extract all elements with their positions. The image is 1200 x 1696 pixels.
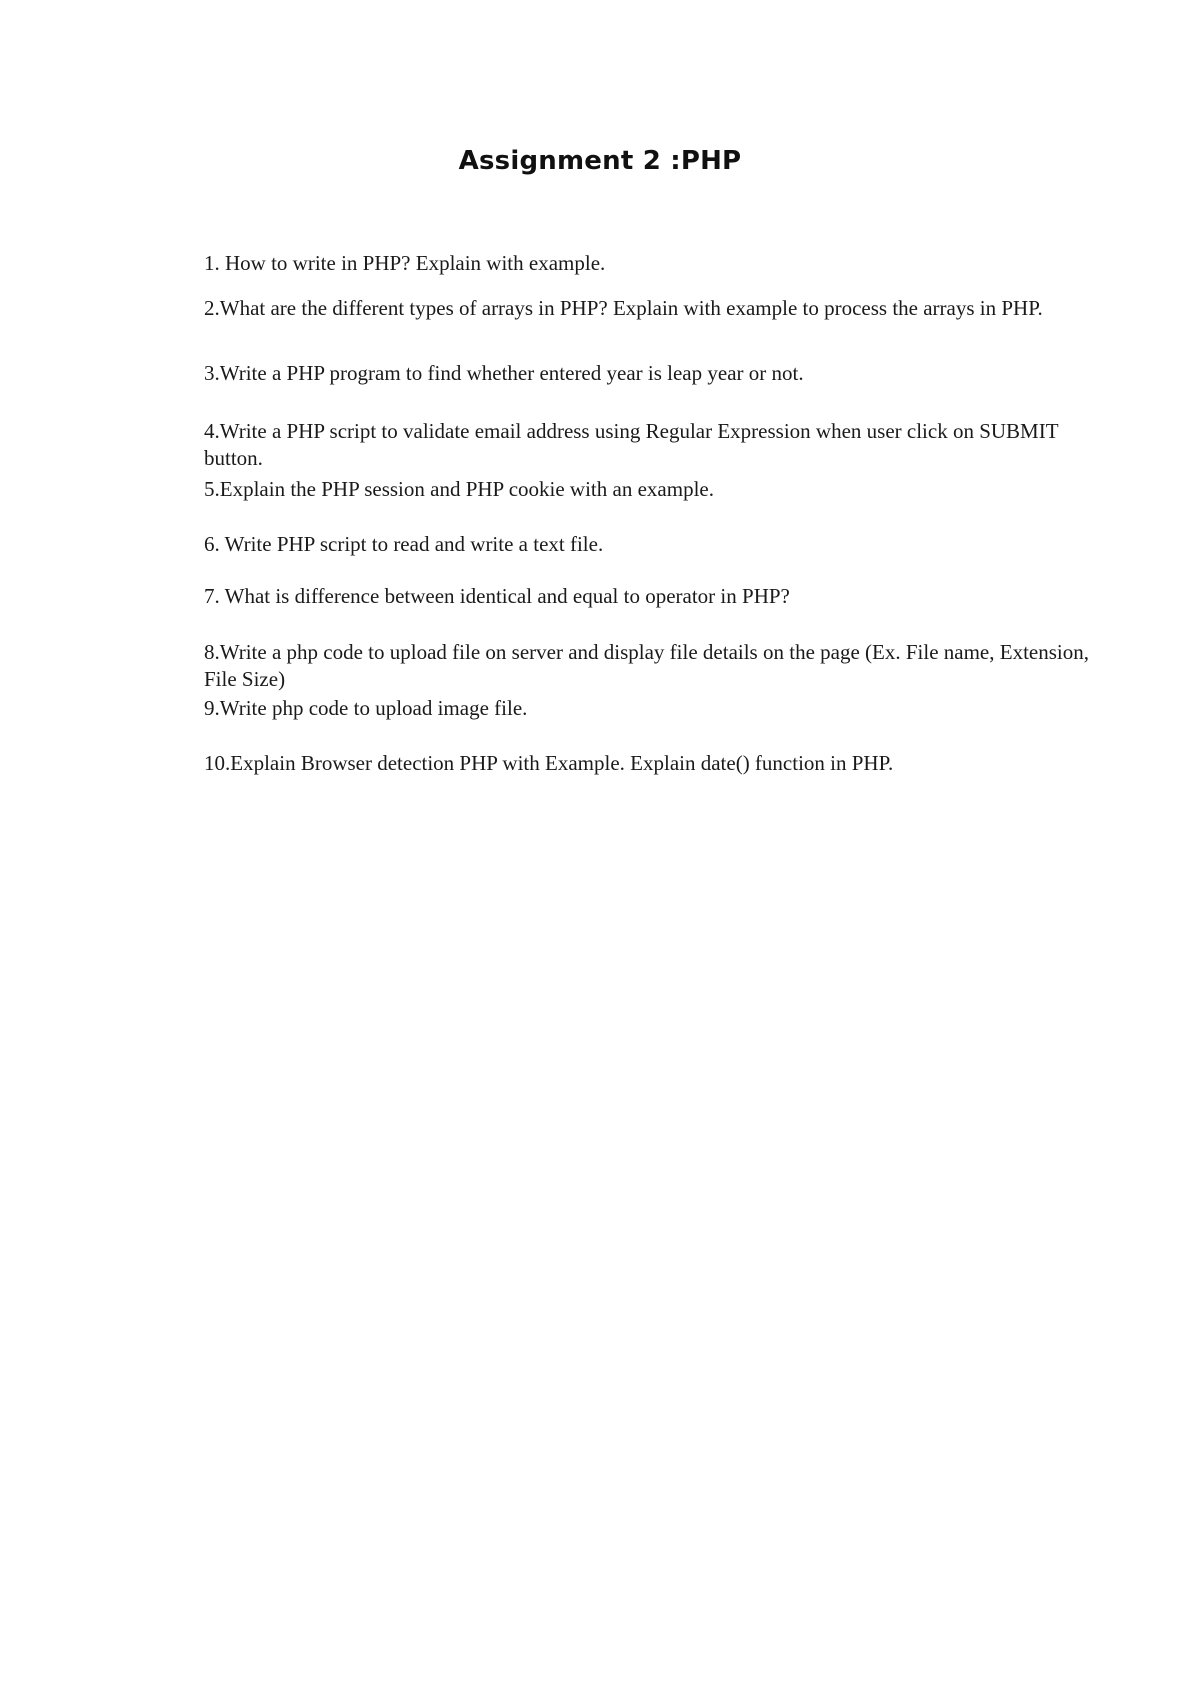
question-8: 8.Write a php code to upload file on server and display file details on the page (Ex. File name, Extension, File Size) <box>204 640 1089 691</box>
question-1: 1. How to write in PHP? Explain with example. <box>204 251 606 275</box>
question-2: 2.What are the different types of arrays in PHP? Explain with example to process the arrays in PHP. <box>204 296 1043 320</box>
question-6: 6. Write PHP script to read and write a text file. <box>204 532 604 556</box>
document-title: Assignment 2 :PHP <box>458 146 742 176</box>
question-3: 3.Write a PHP program to find whether entered year is leap year or not. <box>204 361 804 385</box>
question-4: 4.Write a PHP script to validate email address using Regular Expression when user click on SUBMIT button. <box>204 419 1059 470</box>
question-9: 9.Write php code to upload image file. <box>204 696 528 720</box>
question-7: 7. What is difference between identical and equal to operator in PHP? <box>204 584 790 608</box>
question-10: 10.Explain Browser detection PHP with Example. Explain date() function in PHP. <box>204 751 894 775</box>
question-5: 5.Explain the PHP session and PHP cookie with an example. <box>204 477 714 501</box>
